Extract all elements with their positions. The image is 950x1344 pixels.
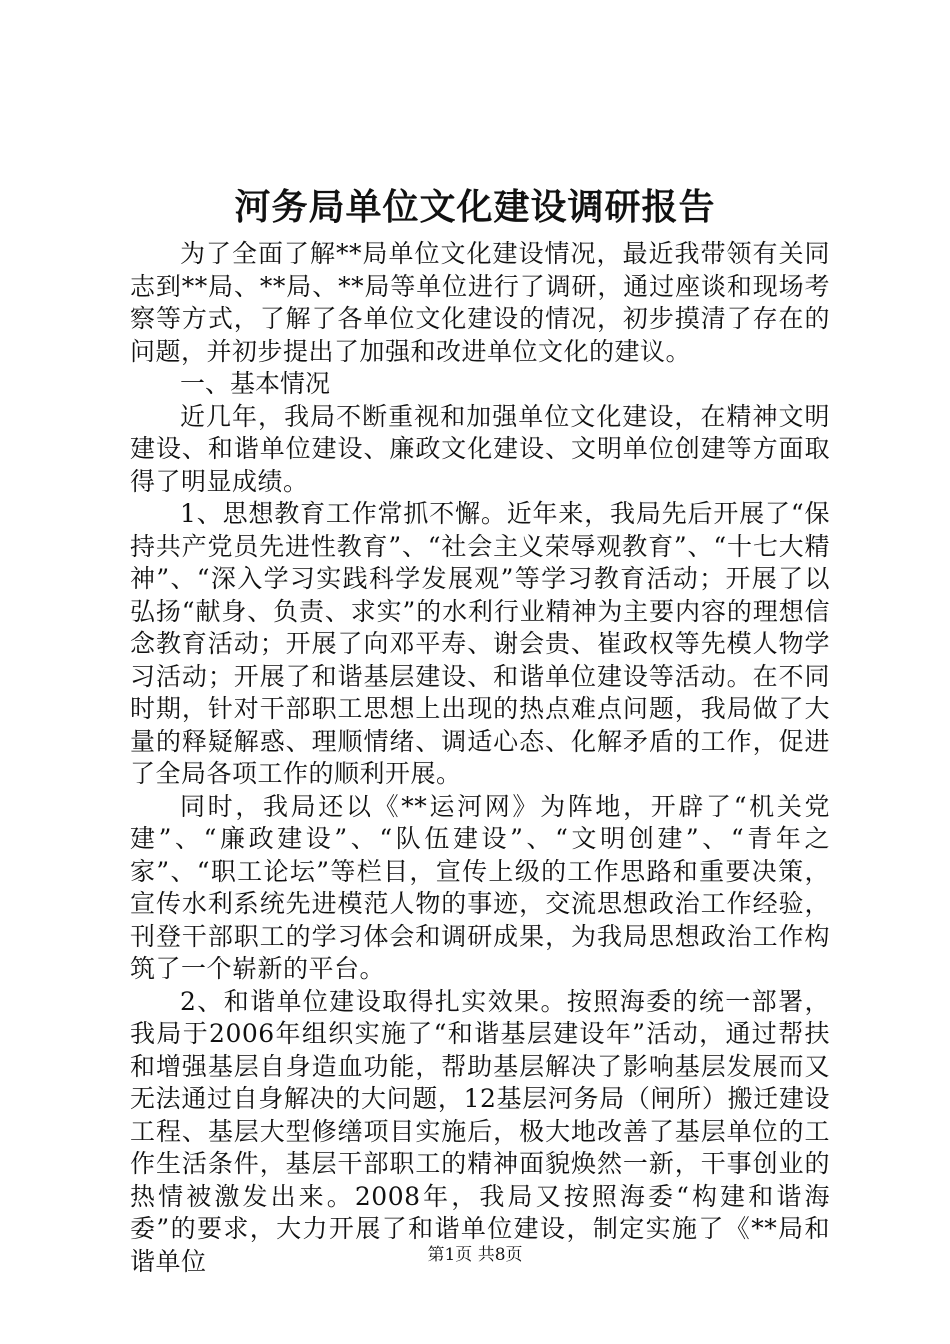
page-footer: 第1页 共8页 — [427, 1245, 523, 1265]
overview-paragraph: 近几年，我局不断重视和加强单位文化建设，在精神文明建设、和谐单位建设、廉政文化建设、文明单位创建等方面取得了明显成绩。 — [130, 401, 830, 496]
section-heading-basic-situation: 一、基本情况 — [180, 369, 331, 398]
ideological-education-paragraph: 1、思想教育工作常抓不懈。近年来，我局先后开展了“保持共产党员先进性教育”、“社会主义荣辱观教育”、“十七大精神”、“深入学习实践科学发展观”等学习教育活动；开展了以弘扬“献身、负责、求实”的水利行业精神为主要内容的理想信念教育活动；开展了向邓平寿、谢会贵、崔政权等先模人物学习活动；开展了和谐基层建设、和谐单位建设等活动。在不同时期，针对干部职工思想上出现的热点难点问题，我局做了大量的释疑解惑、理顺情绪、调适心态、化解矛盾的工作，促进了全局各项工作的顺利开展。 — [130, 499, 830, 788]
document-body — [130, 238, 830, 1278]
document-title: 河务局单位文化建设调研报告 — [234, 186, 716, 228]
intro-paragraph: 为了全面了解**局单位文化建设情况，最近我带领有关同志到**局、**局、**局等单位进行了调研，通过座谈和现场考察等方式，了解了各单位文化建设的情况，初步摸清了存在的问题，并初步提出了加强和改进单位文化的建议。 — [130, 239, 830, 366]
harmonious-unit-paragraph: 2、和谐单位建设取得扎实效果。按照海委的统一部署，我局于2006年组织实施了“和谐基层建设年”活动，通过帮扶和增强基层自身造血功能，帮助基层解决了影响基层发展而又无法通过自身解决的大问题，12基层河务局（闸所）搬迁建设工程、基层大型修缮项目实施后，极大地改善了基层单位的工作生活条件，基层干部职工的精神面貌焕然一新，干事创业的热情被激发出来。2008年，我局又按照海委“构建和谐海委”的要求，大力开展了和谐单位建设，制定实施了《**局和谐单位 — [130, 986, 830, 1276]
website-platform-paragraph: 同时，我局还以《**运河网》为阵地，开辟了“机关党建”、“廉政建设”、“队伍建设”、“文明创建”、“青年之家”、“职工论坛”等栏目，宣传上级的工作思路和重要决策，宣传水利系统先进模范人物的事迹，交流思想政治工作经验，刊登干部职工的学习体会和调研成果，为我局思想政治工作构筑了一个崭新的平台。 — [130, 791, 830, 983]
